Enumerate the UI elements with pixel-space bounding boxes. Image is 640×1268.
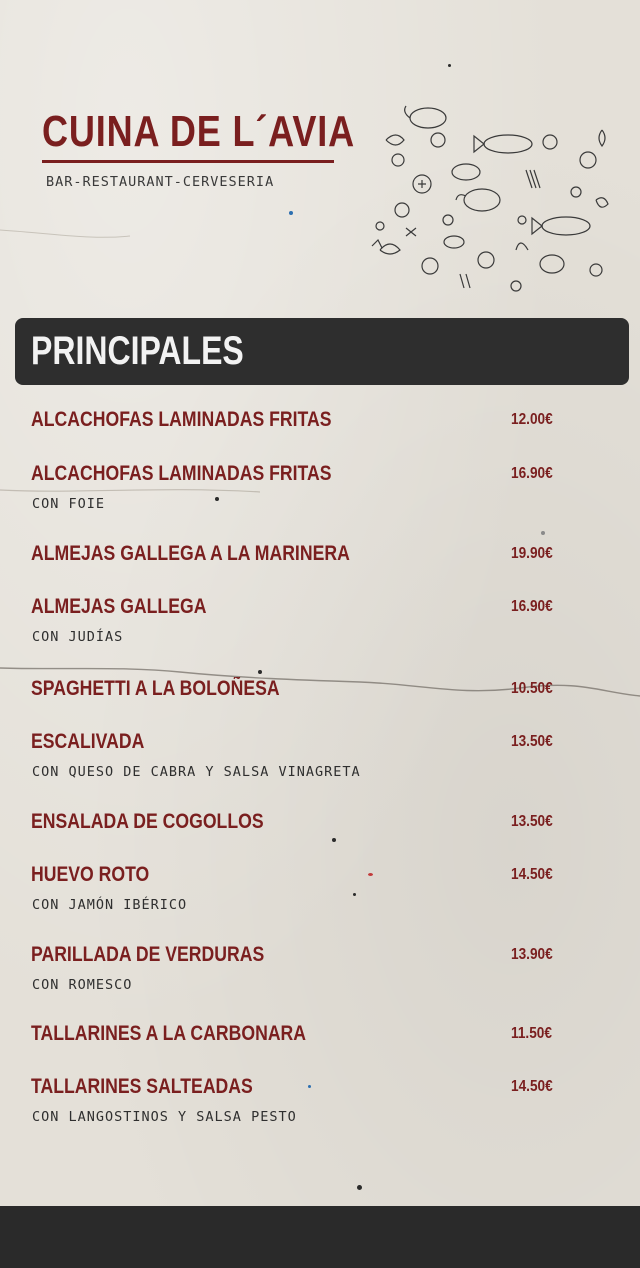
paper-speck (541, 531, 545, 535)
menu-item-price: 13.50€ (511, 733, 553, 750)
menu-item-price: 13.50€ (511, 813, 553, 830)
menu-item-description: CON ROMESCO (32, 977, 133, 993)
brand-name: CUINA DE L´AVIA (42, 107, 355, 156)
paper-speck (215, 497, 219, 501)
menu-item-name: TALLARINES A LA CARBONARA (31, 1022, 307, 1045)
paper-speck (353, 893, 356, 896)
menu-item-description: CON LANGOSTINOS Y SALSA PESTO (32, 1109, 297, 1125)
menu-item-price: 19.90€ (511, 545, 553, 562)
menu-item-name: TALLARINES SALTEADAS (31, 1075, 253, 1098)
section-header (15, 318, 629, 385)
paper-speck (448, 64, 451, 67)
menu-item-price: 16.90€ (511, 465, 553, 482)
menu-item-price: 12.00€ (511, 411, 553, 428)
menu-item-name: ALCACHOFAS LAMINADAS FRITAS (31, 408, 332, 431)
logo-underline (42, 160, 334, 163)
menu-item-name: ESCALIVADA (31, 730, 145, 753)
menu-item-price: 16.90€ (511, 598, 553, 615)
menu-item-name: ENSALADA DE COGOLLOS (31, 810, 264, 833)
menu-item-name: SPAGHETTI A LA BOLOÑESA (31, 677, 280, 700)
menu-item-name: ALCACHOFAS LAMINADAS FRITAS (31, 462, 332, 485)
brand-subtitle: BAR-RESTAURANT-CERVESERIA (46, 174, 275, 190)
menu-item-price: 13.90€ (511, 946, 553, 963)
menu-item-description: CON JUDÍAS (32, 629, 124, 645)
menu-item-description: CON JAMÓN IBÉRICO (32, 897, 188, 913)
menu-item-price: 14.50€ (511, 866, 553, 883)
paper-speck (308, 1085, 311, 1088)
food-illustration-icon (366, 100, 620, 300)
paper-speck (357, 1185, 362, 1190)
menu-item-name: PARILLADA DE VERDURAS (31, 943, 265, 966)
paper-speck (289, 211, 293, 215)
paper-speck (332, 838, 336, 842)
menu-item-name: HUEVO ROTO (31, 863, 150, 886)
menu-item-name: ALMEJAS GALLEGA A LA MARINERA (31, 542, 350, 565)
menu-item-description: CON FOIE (32, 496, 106, 512)
section-title: PRINCIPALES (31, 329, 244, 373)
menu-item-price: 11.50€ (511, 1025, 552, 1042)
menu-item-description: CON QUESO DE CABRA Y SALSA VINAGRETA (32, 764, 361, 780)
paper-speck (368, 873, 373, 876)
menu-item-price: 10.50€ (511, 680, 553, 697)
menu-item-name: ALMEJAS GALLEGA (31, 595, 207, 618)
footer-bar (0, 1206, 640, 1268)
menu-item-price: 14.50€ (511, 1078, 553, 1095)
paper-speck (258, 670, 262, 674)
